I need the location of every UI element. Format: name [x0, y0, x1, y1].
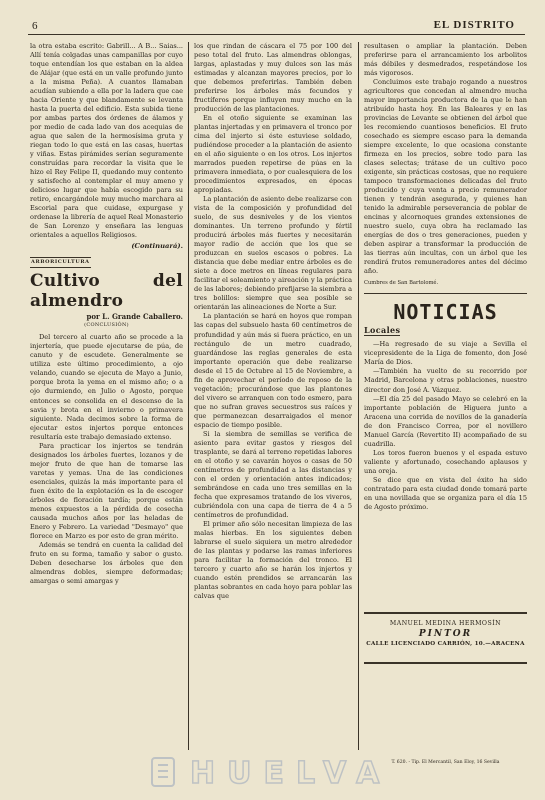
watermark-logo — [150, 755, 410, 789]
ad-profession: PINTOR — [418, 629, 473, 639]
article-location-credit: Cumbres de San Bartolomé. — [364, 280, 439, 287]
news-item: —También ha vuelto de su recorrido por Madrid, Barcelona y otras poblaciones, nuestro director don José A. Vázquez. — [364, 367, 527, 394]
locales-subheading: Locales — [364, 325, 401, 336]
article-subtitle: (CONCLUSIÓN) — [84, 322, 129, 329]
column-right — [364, 42, 527, 512]
article-title: Cultivo del almendro — [30, 271, 183, 312]
article-paragraph: En el otoño siguiente se examinan las plantas injertadas y en primavera el tronco por cima del injerto si éste estuviese soldado, pudiéndose proceder a la plantación de asiento en el año siguiente o en los otros. Los injertos marrados pueden repetirse de púas en la primavera inmediata, o por cualesquiera de los procedimientos expresados, en épocas apropiadas. — [194, 114, 352, 195]
page-number: 6 — [32, 20, 38, 32]
news-item: Se dice que en vista del éxito ha sido contratado para esta ciudad donde tomará parte en una novillada que se organiza para el día 15 de Agosto próximo. — [364, 475, 527, 511]
ad-bottom-border — [364, 662, 527, 664]
newspaper-title: EL DISTRITO — [433, 19, 515, 31]
column-divider-2 — [358, 42, 359, 750]
news-item: Los toros fueron buenos y el espada estuvo valiente y afortunado, cosechando aplausos y una oreja. — [364, 448, 527, 475]
section-label: ARBORICULTURA — [30, 257, 91, 268]
article-paragraph: Si la siembra de semillas se verifica de asiento para evitar gastos y riesgos del trasplante, se dará al terreno repetidas labores en el otoño y se cavarán hoyos o casas de 50 centímetros de profundidad a las distancias y con el orden y orientación antes indicados; sembrándose en cada uno tres semillas en la fecha que expresamos tratando de los viveros, cubriéndola con una capa de tierra de 4 a 5 centímetros de profundidad. — [194, 429, 352, 519]
ad-name: MANUEL MEDINA HERMOSÍN — [389, 620, 502, 627]
article-byline: por L. Grande Caballero. — [86, 312, 183, 322]
ad-top-border — [364, 612, 527, 614]
article-paragraph: los que rindan de cáscara el 75 por 100 del peso total del fruto. Las almendras oblongas, largas, aplastadas y muy dulces son las más estimadas y alcanzan mayores precios, por lo que debemos preferirlas. También deben preferirse los árboles más fecundos y fructíferos porque influyen muy mucho en la producción de las plantaciones. — [194, 42, 352, 114]
column-middle — [194, 42, 352, 601]
column-left — [30, 42, 183, 586]
article-paragraph: La plantación de asiento debe realizarse con vista de la composición y profundidad del suelo, de sus desniveles y de los vientos dominantes. Un terreno profundo y fértil producirá árboles más fuertes y necesitarán mayor radio de acción que los que se produzcan en suelos escasos o pobres. La distancia que debe mediar entre árboles es de siete a doce metros en líneas regulares para facilitar el soleamiento y aireación y la práctica de las labores; debiendo prefijarse la siembra a tres bolillos: siempre que sea posible se orientarán las alineaciones de Norte a Sur. — [194, 195, 353, 312]
watermark-text: HUELVA — [190, 756, 392, 789]
article-paragraph: La plantación se hará en hoyos que rompan las capas del subsuelo hasta 60 centímetros de profundidad y aún más si fuera práctico, en un rectángulo de un metro cuadrado, guardándose las reglas generales de esta importante operación que debe realizarse desde el 15 de Octubre al 15 de Noviembre, a fin de aprovechar el período de reposo de la vegetación; procurándose que las plantones del vivero se arranquen con todo esmero, para que no sufran graves secuestros sus raíces y que permanezcan desarraigados el menor espacio de tiempo posible. — [194, 312, 352, 429]
news-item: —Ha regresado de su viaje a Sevilla el vicepresidente de la Liga de fomento, don José María de Dios. — [364, 340, 527, 367]
article-paragraph: Concluimos este trabajo rogando a nuestros agricultores que concedan al almendro mucha mayor importancia productora de la que le han atribuído hasta hoy. En las Baleares y en las provincias de Levante se obtienen del árbol que les recomiendo cuantiosos beneficios. El fruto cosechado es siempre escaso para la demanda siempre excelente, lo que ocasiona constante firmeza en los precios, sobre todo para las clases selectas; trátase de un cultivo poco exigente, sin prácticas costosas, que no requiere tampoco transformaciones delicadas del fruto producido y cuya venta a precio remunerador tienen y tendrán asegurada, y quienes han tenido la admirable perseverancia de poblar de encinas y alcornoques grandes extensiones de nuestro suelo, cuya obra ha reclamado las energías de dos o tres generaciones, pueden y deben aspirar a transformar la producción de las tierras aún incultas, con un árbol que les rendirá frutos remuneradores antes del décimo año. — [364, 78, 527, 276]
news-item: —El día 25 del pasado Mayo se celebró en la importante población de Higuera junto a Aracena una corrida de novillos de la ganadería de don Francisco Correa, por el novillero Manuel García (Revertito II) acompañado de su cuadrilla. — [364, 394, 527, 448]
article-paragraph: resultasen o ampliar la plantación. Deben preferirse para el arrancamiento los arbolitos más débiles y desmedrados, respetándose los más vigorosos. — [364, 42, 527, 78]
section-divider — [364, 293, 527, 294]
article-paragraph: Además se tendrá en cuenta la calidad del fruto en su forma, tamaño y sabor o gusto. Deben desecharse los árboles que den almendras dobles, siempre deformadas; amargas o semi amargas y — [30, 540, 183, 585]
printer-imprint: T. 620. - Tip. El Mercantil, San Eloy, 16 Sevilla — [391, 760, 500, 765]
noticias-heading: NOTICIAS — [393, 300, 498, 325]
ad-address: CALLE LICENCIADO CARRIÓN, 10.—ARACENA — [366, 641, 525, 647]
story-continuation-text: la otra estaba escrito: Gabrill... A B... Saias... Allí tenía colgadas unas campanillas por cuyo toque entendían los que estaban en la aldea de Alájar (que está en un valle profundo junto a la misma Peña). A cuantos llamaban acudían subiendo a ella por la ladera que cae hacia Oriente y que blandamente se levanta hasta la puerta del edificio. Esta subida tiene por ambas partes dos órdenes de álamos y por medio de cada lado van dos acequias de agua que salen de la hermosísima gruta y riegan todo lo que está en las casas, huertas y viñas. Estas pirámides serían seguramente construídas para recordar la visita que le hizo el Rey Felipe II, quedando muy contento y satisfecho al contemplar el muy ameno y delicioso lugar que había escogido para su retiro, encargándole muy mucho marchara al Escorial para que cuidase, expurgase y ordenase la librería de aquel Real Monasterio de San Lorenzo y enseñara las lenguas orientales a aquellos Religiosos. — [30, 42, 183, 240]
article-paragraph: Para practicar los injertos se tendrán designados los árboles fuertes, lozanos y de mejor fruto de que han de tomarse las varetas y yemas. Una de las condiciones esenciales, quizás la más importante para el fuen éxito de la explotación es la de escoger árboles de floración tardía; porque están menos expuestos a la pérdida de cosecha causada muchos años por las heladas de Enero y Febrero. La variedad "Desmayo" que florece en Marzo es por esto de gran mérito. — [30, 441, 183, 540]
column-divider-1 — [188, 42, 189, 750]
article-paragraph: Del tercero al cuarto año se procede a la injertería, que puede ejecutarse de púa, de canuto y de escudete. Generalmente se utiliza este último procedimiento, a ojo velando, cuando se ejecuta de Mayo a Junio, porque brota la yema en el mismo año; o a ojo durmiendo, en Julio o Agosto, porque entonces se consolida en el descenso de la savia y brota en el invierno o primavera siguiente. Nada decimos sobre la forma de ejecutar estos injertos porque entonces resultaría este trabajo demasiado extenso. — [30, 333, 183, 441]
article-paragraph: El primer año sólo necesitan limpieza de las malas hierbas. En los siguientes deben labrarse el suelo siquiera un metro alrededor de las plantas y podarse las ramas inferiores para facilitar la formación del tronco. El tercero y cuarto año se harán los injertos y cuando estén prendidos se arrancarán las plantas sobrantes en cada hoyo para poblar las calvas que — [194, 519, 352, 600]
continuara-note: (Continuará). — [131, 242, 183, 251]
page-header — [28, 14, 525, 35]
advertisement — [364, 620, 527, 647]
